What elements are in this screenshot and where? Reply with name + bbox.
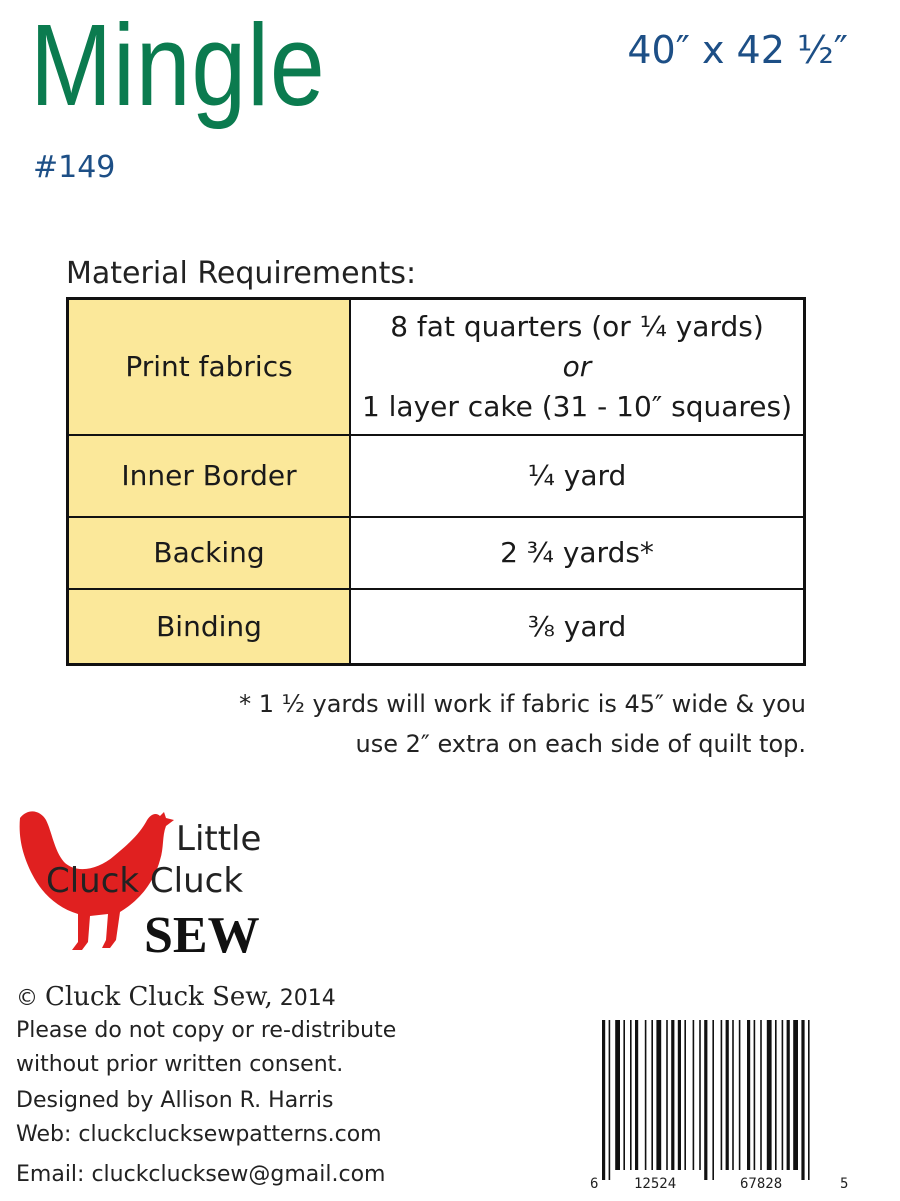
barcode-bar <box>732 1020 734 1170</box>
barcode-bar <box>787 1020 790 1170</box>
barcode-bar <box>704 1020 707 1180</box>
barcode-bar <box>782 1020 784 1170</box>
material-requirements-table <box>66 297 806 666</box>
pattern-title: Mingle <box>30 0 326 130</box>
notice-line: without prior written consent. <box>16 1052 344 1077</box>
table-row <box>68 589 805 665</box>
barcode-bar <box>623 1020 625 1170</box>
pattern-number: #149 <box>33 150 116 185</box>
email-address: Email: cluckclucksew@gmail.com <box>16 1162 386 1187</box>
logo-line-sew: SEW <box>144 907 260 964</box>
row-value: ¼ yard <box>350 435 805 517</box>
barcode-bar <box>602 1020 605 1180</box>
barcode-bar <box>739 1020 741 1170</box>
barcode-bar <box>726 1020 729 1170</box>
copyright-icon: © <box>16 986 38 1011</box>
barcode-bar <box>645 1020 647 1170</box>
row-label: Backing <box>68 517 351 589</box>
barcode-bar <box>775 1020 777 1170</box>
barcode-bar <box>801 1020 804 1180</box>
value-line: or <box>562 349 592 383</box>
table-row <box>68 299 805 435</box>
table-row <box>68 435 805 517</box>
barcode-bar <box>609 1020 611 1180</box>
barcode-bar <box>678 1020 681 1170</box>
row-value: 2 ¾ yards* <box>350 517 805 589</box>
row-value <box>350 299 805 435</box>
little-cluck-cluck-sew-logo <box>14 800 284 970</box>
barcode-group-2: 67828 <box>740 1176 783 1192</box>
copyright-line <box>16 982 336 1012</box>
notice-line: Please do not copy or re-distribute <box>16 1018 397 1043</box>
logo-line-little: Little <box>176 819 262 859</box>
row-label: Print fabrics <box>68 299 351 435</box>
barcode-bar <box>721 1020 723 1170</box>
barcode-group-1: 12524 <box>634 1176 677 1192</box>
barcode-bar <box>699 1020 701 1170</box>
barcode-digit-last: 5 <box>840 1176 849 1192</box>
value-line: 1 layer cake (31 - 10″ squares) <box>361 389 793 423</box>
barcode-bar <box>712 1020 714 1180</box>
barcode-bar <box>615 1020 620 1170</box>
table-row <box>68 517 805 589</box>
row-label: Inner Border <box>68 435 351 517</box>
barcode-bar <box>666 1020 668 1170</box>
barcode-bar <box>656 1020 661 1170</box>
barcode-bar <box>684 1020 686 1170</box>
barcode-bar <box>630 1020 632 1170</box>
value-line: 8 fat quarters (or ¼ yards) <box>390 309 764 343</box>
designer-credit: Designed by Allison R. Harris <box>16 1088 334 1113</box>
barcode <box>590 1020 850 1195</box>
footnote-line: use 2″ extra on each side of quilt top. <box>355 730 806 758</box>
barcode-bar <box>760 1020 762 1170</box>
barcode-bar <box>808 1020 810 1180</box>
web-address: Web: cluckclucksewpatterns.com <box>16 1122 382 1147</box>
barcode-digit-first: 6 <box>590 1176 599 1192</box>
barcode-bar <box>693 1020 695 1170</box>
barcode-bar <box>635 1020 638 1170</box>
logo-line-cluck-cluck: Cluck Cluck <box>46 861 244 901</box>
copyright-year: 2014 <box>279 986 336 1011</box>
barcode-bar <box>767 1020 772 1170</box>
material-requirements-heading: Material Requirements: <box>66 256 417 291</box>
row-value: ⅜ yard <box>350 589 805 665</box>
quilt-dimensions: 40″ x 42 ½″ <box>627 28 848 72</box>
footnote-line: * 1 ½ yards will work if fabric is 45″ wide & you <box>239 690 806 718</box>
copyright-brand: Cluck Cluck Sew, <box>45 982 273 1012</box>
row-label: Binding <box>68 589 351 665</box>
yardage-footnote <box>239 684 806 764</box>
barcode-bar <box>671 1020 674 1170</box>
barcode-bar <box>754 1020 756 1170</box>
barcode-bar <box>747 1020 750 1170</box>
barcode-bars <box>602 1020 810 1180</box>
barcode-bar <box>793 1020 798 1170</box>
barcode-bar <box>651 1020 653 1170</box>
